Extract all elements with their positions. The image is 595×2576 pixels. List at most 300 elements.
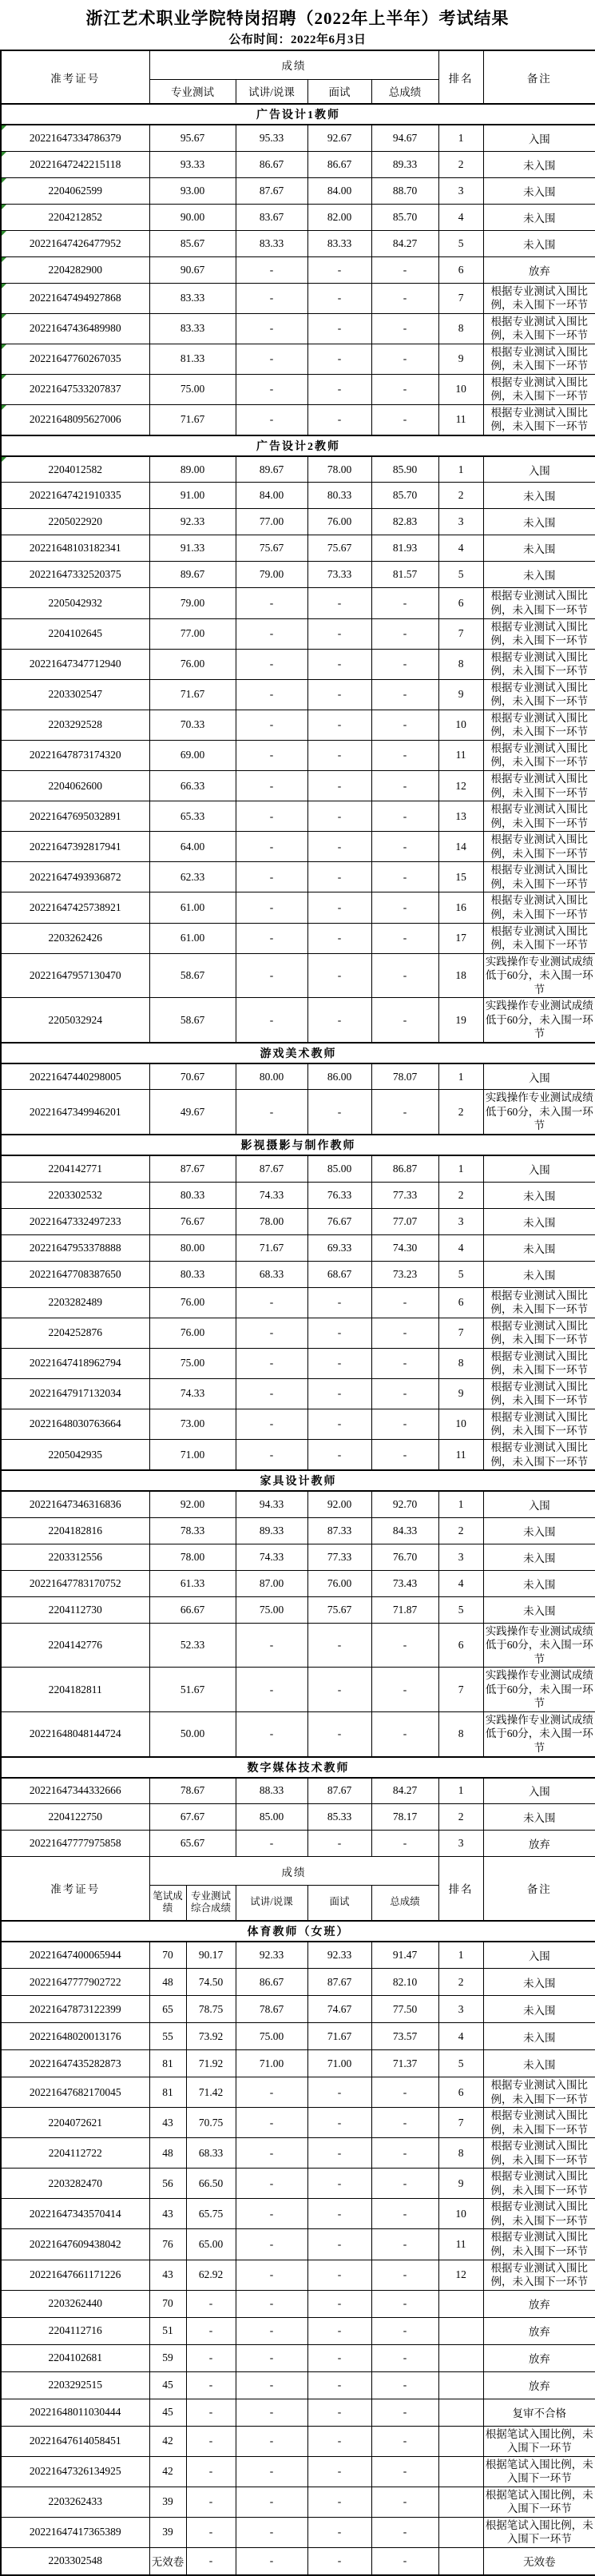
score-cell: 82.00	[307, 204, 371, 230]
section-header-row	[1, 435, 595, 456]
table-row	[1, 1439, 595, 1470]
exam-id-cell: 20221647777902722	[1, 1969, 149, 1996]
rank-cell	[438, 2548, 483, 2575]
score-cell: -	[307, 2487, 371, 2517]
score-cell: 76.33	[307, 1182, 371, 1208]
remark-cell: 根据专业测试入围比例，未入围下一环节	[483, 1348, 595, 1378]
exam-id-cell: 2203312556	[1, 1544, 149, 1570]
score-cell: -	[307, 649, 371, 679]
table-row	[1, 1623, 595, 1668]
rank-cell: 3	[438, 509, 483, 535]
exam-id-cell: 2204252876	[1, 1318, 149, 1348]
table-row	[1, 2169, 595, 2199]
exam-id-cell: 2204112730	[1, 1596, 149, 1623]
rank-cell: 9	[438, 344, 483, 374]
score-cell: -	[186, 2426, 236, 2456]
remark-cell: 未入围	[483, 1596, 595, 1623]
score-cell: 75.67	[307, 1596, 371, 1623]
score-cell: -	[371, 740, 438, 770]
score-cell: 95.33	[236, 125, 307, 151]
remark-cell: 根据专业测试入围比例，未入围下一环节	[483, 862, 595, 892]
rank-cell: 10	[438, 2199, 483, 2229]
exam-id-cell: 20221648011030444	[1, 2399, 149, 2426]
score-cell: 69.00	[149, 740, 236, 770]
score-cell: 90.00	[149, 204, 236, 230]
score-cell: 59	[149, 2344, 186, 2371]
table-row	[1, 562, 595, 588]
score-cell: 39	[149, 2517, 186, 2547]
score-cell: -	[307, 618, 371, 649]
score-cell: 87.67	[149, 1155, 236, 1182]
score-cell: -	[307, 2399, 371, 2426]
score-cell: -	[236, 1287, 307, 1318]
exam-id-cell: 2204102681	[1, 2344, 149, 2371]
score-cell: -	[236, 256, 307, 283]
rank-cell: 1	[438, 1491, 483, 1517]
exam-id-cell: 2204142771	[1, 1155, 149, 1182]
rank-cell: 6	[438, 256, 483, 283]
score-cell: 78.33	[149, 1517, 236, 1544]
rank-cell: 5	[438, 1261, 483, 1287]
table-row	[1, 2108, 595, 2138]
table-row	[1, 923, 595, 953]
score-cell: -	[307, 923, 371, 953]
exam-id-cell: 20221647334786379	[1, 125, 149, 151]
score-cell: -	[307, 2548, 371, 2575]
score-cell: 87.00	[236, 1570, 307, 1596]
score-cell: 83.33	[236, 230, 307, 256]
score-cell: -	[307, 1439, 371, 1470]
score-cell: -	[371, 832, 438, 862]
rank-cell: 12	[438, 771, 483, 801]
table-row	[1, 1063, 595, 1090]
green-corner-mark	[2, 152, 6, 157]
score-cell: 83.33	[149, 313, 236, 344]
score-cell: 92.33	[149, 509, 236, 535]
score-cell: 89.67	[149, 562, 236, 588]
rank-cell: 8	[438, 313, 483, 344]
score-cell: 78.17	[371, 1804, 438, 1831]
remark-cell: 根据专业测试入围比例，未入围下一环节	[483, 283, 595, 313]
table-row	[1, 2344, 595, 2371]
exam-id-cell: 2204182811	[1, 1668, 149, 1712]
score-cell: -	[236, 1668, 307, 1712]
section-title: 广告设计1教师	[1, 104, 595, 125]
rank-cell: 13	[438, 801, 483, 832]
remark-cell: 未入围	[483, 230, 595, 256]
score-cell: 77.07	[371, 1208, 438, 1234]
exam-id-cell: 20221647440298005	[1, 1063, 149, 1090]
remark-cell: 根据专业测试入围比例，未入围下一环节	[483, 2108, 595, 2138]
remark-cell: 根据专业测试入围比例，未入围下一环节	[483, 649, 595, 679]
score-cell: -	[236, 1378, 307, 1409]
exam-id-cell: 2204062600	[1, 771, 149, 801]
score-cell: 77.33	[371, 1182, 438, 1208]
score-cell: 76.00	[149, 1287, 236, 1318]
score-cell: -	[307, 2517, 371, 2547]
rank-cell	[438, 2517, 483, 2547]
score-cell: -	[307, 2229, 371, 2260]
score-cell: -	[186, 2517, 236, 2547]
score-cell: 62.92	[186, 2260, 236, 2290]
score-cell: -	[307, 953, 371, 998]
remark-cell: 根据专业测试入围比例，未入围下一环节	[483, 588, 595, 618]
page-title: 浙江艺术职业学院特岗招聘（2022年上半年）考试结果	[85, 9, 510, 28]
score-cell: -	[371, 2344, 438, 2371]
score-cell: 78.00	[236, 1208, 307, 1234]
table-row	[1, 1208, 595, 1234]
exam-id-cell: 2203302548	[1, 2548, 149, 2575]
score-cell: 51	[149, 2317, 186, 2344]
exam-id-cell: 2204062599	[1, 177, 149, 204]
remark-cell: 入围	[483, 1491, 595, 1517]
table-row	[1, 1234, 595, 1261]
score-cell: -	[236, 1439, 307, 1470]
remark-cell: 根据专业测试入围比例，未入围下一环节	[483, 404, 595, 435]
exam-id-cell: 2203302547	[1, 679, 149, 710]
score-cell: 71.67	[236, 1234, 307, 1261]
exam-id-cell: 20221647661171226	[1, 2260, 149, 2290]
remark-cell: 根据笔试入围比例，未入围下一环节	[483, 2456, 595, 2487]
exam-id-cell: 2204182816	[1, 1517, 149, 1544]
exam-id-cell: 20221647609438042	[1, 2229, 149, 2260]
score-cell: -	[307, 1623, 371, 1668]
score-cell: -	[371, 1348, 438, 1378]
remark-cell: 根据专业测试入围比例，未入围下一环节	[483, 801, 595, 832]
remark-cell: 未入围	[483, 1544, 595, 1570]
rank-cell: 18	[438, 953, 483, 998]
exam-id-cell: 20221647426477952	[1, 230, 149, 256]
score-cell: -	[236, 2138, 307, 2169]
rank-cell: 3	[438, 1544, 483, 1570]
score-cell: -	[236, 710, 307, 740]
score-cell: -	[307, 679, 371, 710]
table-row	[1, 1544, 595, 1570]
score-cell: 45	[149, 2399, 186, 2426]
score-cell: 86.00	[307, 1063, 371, 1090]
score-cell: -	[236, 740, 307, 770]
score-cell: 65.75	[186, 2199, 236, 2229]
remark-cell: 根据专业测试入围比例，未入围下一环节	[483, 2260, 595, 2290]
score-cell: -	[307, 771, 371, 801]
score-cell: -	[236, 2487, 307, 2517]
score-cell: 85.70	[371, 483, 438, 509]
table-row	[1, 2290, 595, 2317]
remark-cell: 根据专业测试入围比例，未入围下一环节	[483, 832, 595, 862]
score-cell: 48	[149, 1969, 186, 1996]
score-cell: 74.30	[371, 1234, 438, 1261]
table-row	[1, 177, 595, 204]
score-cell: 74.67	[307, 1996, 371, 2023]
table-row	[1, 2399, 595, 2426]
score-cell: -	[236, 2199, 307, 2229]
score-cell: -	[236, 588, 307, 618]
score-cell: -	[307, 256, 371, 283]
remark-cell: 放弃	[483, 2371, 595, 2399]
rank-cell: 7	[438, 1318, 483, 1348]
remark-cell: 放弃	[483, 256, 595, 283]
exam-id-cell: 20221647332520375	[1, 562, 149, 588]
remark-cell: 根据专业测试入围比例，未入围下一环节	[483, 1409, 595, 1439]
score-cell: -	[371, 256, 438, 283]
section-header-row	[1, 104, 595, 125]
score-cell: 83.67	[236, 204, 307, 230]
score-cell: 77.33	[307, 1544, 371, 1570]
score-cell: 85.70	[371, 204, 438, 230]
rank-cell: 2	[438, 1517, 483, 1544]
section-title: 影视摄影与制作教师	[1, 1135, 595, 1155]
score-cell: -	[371, 2290, 438, 2317]
table-row	[1, 679, 595, 710]
table-row	[1, 1318, 595, 1348]
rank-cell	[438, 2290, 483, 2317]
table-row	[1, 2317, 595, 2344]
exam-id-cell: 2204072621	[1, 2108, 149, 2138]
table-row	[1, 151, 595, 177]
score-cell: -	[186, 2399, 236, 2426]
exam-id-cell: 20221647436489980	[1, 313, 149, 344]
rank-cell: 5	[438, 1596, 483, 1623]
score-cell: 83.33	[149, 283, 236, 313]
score-cell: -	[307, 404, 371, 435]
green-corner-mark	[2, 344, 6, 349]
score-cell: 61.00	[149, 892, 236, 923]
rank-cell: 7	[438, 2108, 483, 2138]
exam-id-cell: 20221648103182341	[1, 535, 149, 562]
rank-cell: 8	[438, 649, 483, 679]
rank-cell: 1	[438, 1155, 483, 1182]
score-cell: 71.00	[236, 2050, 307, 2077]
rank-cell: 5	[438, 2050, 483, 2077]
score-cell: 89.67	[236, 456, 307, 483]
score-cell: -	[236, 923, 307, 953]
remark-cell: 未入围	[483, 1996, 595, 2023]
remark-cell: 根据笔试入围比例，未入围下一环节	[483, 2426, 595, 2456]
remark-cell: 根据专业测试入围比例，未入围下一环节	[483, 1318, 595, 1348]
remark-cell: 未入围	[483, 509, 595, 535]
remark-cell: 未入围	[483, 1208, 595, 1234]
rank-cell: 2	[438, 1969, 483, 1996]
score-cell: 78.67	[236, 1996, 307, 2023]
score-cell: 78.75	[186, 1996, 236, 2023]
score-cell: 58.67	[149, 998, 236, 1043]
score-cell: -	[236, 1318, 307, 1348]
remark-cell: 根据专业测试入围比例，未入围下一环节	[483, 740, 595, 770]
score-cell: 75.67	[236, 535, 307, 562]
table-row	[1, 1090, 595, 1135]
score-cell: 89.33	[236, 1517, 307, 1544]
exam-id-cell: 2204142776	[1, 1623, 149, 1668]
score-cell: 75.00	[236, 1596, 307, 1623]
score-cell: 83.33	[307, 230, 371, 256]
rank-cell: 3	[438, 1831, 483, 1857]
rank-cell: 10	[438, 710, 483, 740]
score-cell: 68.33	[186, 2138, 236, 2169]
score-cell: -	[307, 2077, 371, 2108]
table-row	[1, 710, 595, 740]
score-cell: -	[236, 832, 307, 862]
table-row	[1, 1182, 595, 1208]
score-cell: 71.87	[371, 1596, 438, 1623]
exam-id-cell: 20221648095627006	[1, 404, 149, 435]
table-row	[1, 2077, 595, 2108]
score-cell: -	[371, 313, 438, 344]
score-cell: 78.07	[371, 1063, 438, 1090]
score-cell: 90.17	[186, 1942, 236, 1969]
table-row	[1, 1287, 595, 1318]
score-cell: -	[236, 1090, 307, 1135]
score-cell: -	[371, 2138, 438, 2169]
section-title: 游戏美术教师	[1, 1043, 595, 1063]
exam-id-cell: 20221647777975858	[1, 1831, 149, 1857]
score-cell: 86.67	[307, 151, 371, 177]
col-header-score: 总成绩	[371, 79, 438, 104]
rank-cell: 8	[438, 1348, 483, 1378]
score-cell: -	[186, 2548, 236, 2575]
table-row	[1, 953, 595, 998]
table-row	[1, 998, 595, 1043]
remark-cell: 实践操作专业测试成绩低于60分，未入围一环节	[483, 953, 595, 998]
score-cell: 75.00	[236, 2023, 307, 2050]
score-cell: -	[371, 2169, 438, 2199]
score-cell: 无效卷	[149, 2548, 186, 2575]
table-row	[1, 313, 595, 344]
score-cell: -	[371, 2260, 438, 2290]
score-cell: 79.00	[149, 588, 236, 618]
score-cell: 87.33	[307, 1517, 371, 1544]
score-cell: 56	[149, 2169, 186, 2199]
score-cell: -	[371, 998, 438, 1043]
exam-id-cell: 2204112716	[1, 2317, 149, 2344]
col-header-rank: 排名	[438, 1857, 483, 1921]
table-row	[1, 649, 595, 679]
remark-cell: 根据专业测试入围比例，未入围下一环节	[483, 771, 595, 801]
score-cell: -	[236, 2426, 307, 2456]
score-cell: -	[371, 2317, 438, 2344]
score-cell: 81.33	[149, 344, 236, 374]
score-cell: -	[307, 1711, 371, 1756]
score-cell: 79.00	[236, 562, 307, 588]
rank-cell: 6	[438, 1287, 483, 1318]
rank-cell: 4	[438, 2023, 483, 2050]
remark-cell: 未入围	[483, 151, 595, 177]
score-cell: 78.67	[149, 1778, 236, 1804]
score-cell: -	[236, 998, 307, 1043]
score-cell: 81.93	[371, 535, 438, 562]
table-row	[1, 2548, 595, 2575]
score-cell: 71.37	[371, 2050, 438, 2077]
remark-cell: 未入围	[483, 204, 595, 230]
score-cell: 62.33	[149, 862, 236, 892]
section-title: 家具设计教师	[1, 1470, 595, 1491]
score-cell: 73.33	[307, 562, 371, 588]
score-cell: -	[371, 1287, 438, 1318]
score-cell: -	[371, 679, 438, 710]
rank-cell: 4	[438, 1234, 483, 1261]
table-row	[1, 1711, 595, 1756]
score-cell: 87.67	[236, 1155, 307, 1182]
score-cell: 84.00	[307, 177, 371, 204]
remark-cell: 未入围	[483, 1517, 595, 1544]
score-cell: 91.47	[371, 1942, 438, 1969]
score-cell: -	[371, 2108, 438, 2138]
score-cell: 65.67	[149, 1831, 236, 1857]
table-row	[1, 740, 595, 770]
col-header-score-group: 成绩	[149, 50, 438, 79]
table-row	[1, 2138, 595, 2169]
table-row	[1, 892, 595, 923]
score-cell: -	[307, 1668, 371, 1712]
score-cell: 86.67	[236, 151, 307, 177]
remark-cell: 根据专业测试入围比例，未入围下一环节	[483, 2199, 595, 2229]
score-cell: -	[371, 2229, 438, 2260]
score-cell: 43	[149, 2108, 186, 2138]
rank-cell	[438, 2344, 483, 2371]
score-cell: -	[307, 588, 371, 618]
rank-cell: 17	[438, 923, 483, 953]
score-cell: 70.67	[149, 1063, 236, 1090]
score-cell: 73.57	[371, 2023, 438, 2050]
rank-cell: 11	[438, 740, 483, 770]
table-row	[1, 535, 595, 562]
score-cell: 92.00	[149, 1491, 236, 1517]
score-cell: -	[236, 2399, 307, 2426]
score-cell: 76.00	[149, 1318, 236, 1348]
table-row	[1, 1155, 595, 1182]
score-cell: 84.27	[371, 230, 438, 256]
remark-cell: 根据专业测试入围比例，未入围下一环节	[483, 2229, 595, 2260]
exam-id-cell: 20221647695032891	[1, 801, 149, 832]
rank-cell: 7	[438, 618, 483, 649]
table-row	[1, 832, 595, 862]
score-cell: -	[236, 404, 307, 435]
rank-cell: 10	[438, 374, 483, 404]
exam-id-cell: 20221647533207837	[1, 374, 149, 404]
remark-cell: 放弃	[483, 2344, 595, 2371]
table-header-row-1	[1, 50, 595, 79]
rank-cell: 5	[438, 230, 483, 256]
remark-cell: 无效卷	[483, 2548, 595, 2575]
remark-cell: 根据专业测试入围比例，未入围下一环节	[483, 1439, 595, 1470]
score-cell: -	[236, 313, 307, 344]
exam-id-cell: 2205042932	[1, 588, 149, 618]
score-cell: 45	[149, 2371, 186, 2399]
score-cell: -	[371, 1668, 438, 1712]
score-cell: -	[371, 923, 438, 953]
green-corner-mark	[2, 231, 6, 236]
score-cell: 71.00	[149, 1439, 236, 1470]
score-cell: 66.50	[186, 2169, 236, 2199]
score-cell: -	[236, 2548, 307, 2575]
score-cell: -	[371, 404, 438, 435]
exam-id-cell: 20221647873122399	[1, 1996, 149, 2023]
score-cell: 80.00	[236, 1063, 307, 1090]
remark-cell: 根据笔试入围比例，未入围下一环节	[483, 2487, 595, 2517]
score-cell: -	[307, 1318, 371, 1348]
remark-cell: 根据专业测试入围比例，未入围下一环节	[483, 2138, 595, 2169]
score-cell: -	[307, 2456, 371, 2487]
table-row	[1, 1596, 595, 1623]
score-cell: -	[371, 801, 438, 832]
score-cell: 68.67	[307, 1261, 371, 1287]
exam-id-cell: 2204012582	[1, 456, 149, 483]
rank-cell: 3	[438, 1996, 483, 2023]
rank-cell: 1	[438, 1942, 483, 1969]
score-cell: 71.67	[149, 679, 236, 710]
score-cell: -	[236, 1623, 307, 1668]
score-cell: -	[307, 801, 371, 832]
table-row	[1, 2229, 595, 2260]
